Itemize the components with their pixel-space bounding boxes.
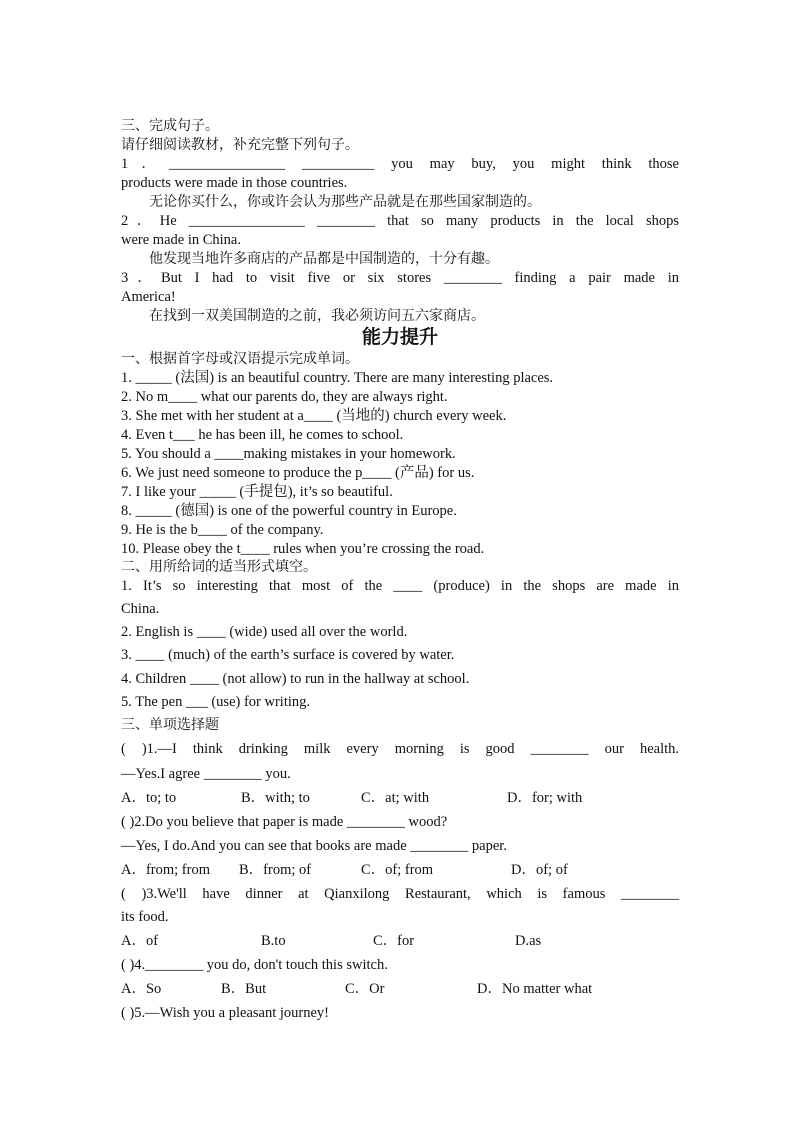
mc-question-4-line-1: ( )4.________ you do, don't touch this switch. (121, 957, 388, 973)
word-item-1: 1. _____ (法国) is an beautiful country. There are many interesting places. (121, 370, 554, 386)
section-heading-word-forms: 二、用所给词的适当形式填空。 (121, 559, 317, 575)
mc-option: A．of (121, 933, 159, 949)
section-heading-multiple-choice: 三、单项选择题 (121, 717, 219, 733)
sentence-2-line-2: were made in China. (121, 232, 241, 248)
word-item-8: 8. _____ (德国) is one of the powerful country in Europe. (121, 503, 457, 519)
section-heading-word-completion: 一、根据首字母或汉语提示完成单词。 (121, 351, 359, 367)
mc-option: B．But (221, 981, 267, 997)
mc-option: B．from; of (239, 862, 312, 878)
word-item-9: 9. He is the b____ of the company. (121, 522, 324, 538)
sentence-3-line-2: America! (121, 289, 176, 305)
mc-option: A．So (121, 981, 162, 997)
section-title: 能力提升 (361, 326, 438, 348)
form-item-2: 2. English is ____ (wide) used all over the world. (121, 624, 408, 640)
mc-option: B.to (261, 933, 286, 949)
form-item-5: 5. The pen ___ (use) for writing. (121, 694, 310, 710)
mc-question-2-line-2: —Yes, I do.And you can see that books are made ________ paper. (121, 838, 507, 854)
form-item-4: 4. Children ____ (not allow) to run in the hallway at school. (121, 671, 470, 687)
form-item-3: 3. ____ (much) of the earth’s surface is covered by water. (121, 647, 455, 663)
sentence-3-translation: 在找到一双美国制造的之前，我必须访问五六家商店。 (149, 308, 485, 324)
mc-option: D.as (515, 933, 542, 949)
sentence-2-line-1: 2．He ________________ ________ that so many products in the local shops (121, 213, 679, 229)
mc-option: D．No matter what (477, 981, 593, 997)
mc-option: D．for; with (507, 790, 583, 806)
word-item-2: 2. No m____ what our parents do, they are always right. (121, 389, 448, 405)
mc-option: B．with; to (241, 790, 310, 806)
form-item-1-line-1: 1. It’s so interesting that most of the ____ (produce) in the shops are made in (121, 578, 679, 594)
sentence-1-line-2: products were made in those countries. (121, 175, 348, 191)
mc-option: C．at; with (361, 790, 430, 806)
sentence-1-translation: 无论你买什么，你或许会认为那些产品就是在那些国家制造的。 (149, 194, 541, 210)
mc-question-5-line-1: ( )5.—Wish you a pleasant journey! (121, 1005, 329, 1021)
mc-option: D．of; of (511, 862, 568, 878)
word-item-4: 4. Even t___ he has been ill, he comes to school. (121, 427, 404, 443)
word-item-6: 6. We just need someone to produce the p____ (产品) for us. (121, 465, 475, 481)
form-item-1-line-2: China. (121, 601, 160, 617)
mc-option: C．of; from (361, 862, 434, 878)
mc-question-3-line-2: its food. (121, 909, 169, 925)
mc-option: C．Or (345, 981, 385, 997)
mc-option: A．to; to (121, 790, 177, 806)
mc-question-3-line-1: ( )3.We'll have dinner at Qianxilong Restaurant, which is famous ________ (121, 886, 679, 902)
sentence-1-line-1: 1．________________ __________ you may buy, you might think those (121, 156, 679, 172)
mc-question-1-line-1: ( )1.—I think drinking milk every morning is good ________ our health. (121, 741, 679, 757)
mc-option: A．from; from (121, 862, 210, 878)
mc-question-2-line-1: ( )2.Do you believe that paper is made ________ wood? (121, 814, 448, 830)
sentence-2-translation: 他发现当地许多商店的产品都是中国制造的，十分有趣。 (149, 251, 499, 267)
mc-question-1-line-2: —Yes.I agree ________ you. (121, 766, 291, 782)
word-item-10: 10. Please obey the t____ rules when you’re crossing the road. (121, 541, 485, 557)
sentence-3-line-1: 3．But I had to visit five or six stores ________ finding a pair made in (121, 270, 679, 286)
section-heading-complete-sentences: 三、完成句子。 (121, 118, 219, 134)
mc-option: C．for (373, 933, 415, 949)
word-item-3: 3. She met with her student at a____ (当地的) church every week. (121, 408, 507, 424)
instruction-text: 请仔细阅读教材，补充完整下列句子。 (121, 137, 359, 153)
word-item-5: 5. You should a ____making mistakes in your homework. (121, 446, 456, 462)
word-item-7: 7. I like your _____ (手提包), it’s so beautiful. (121, 484, 393, 500)
